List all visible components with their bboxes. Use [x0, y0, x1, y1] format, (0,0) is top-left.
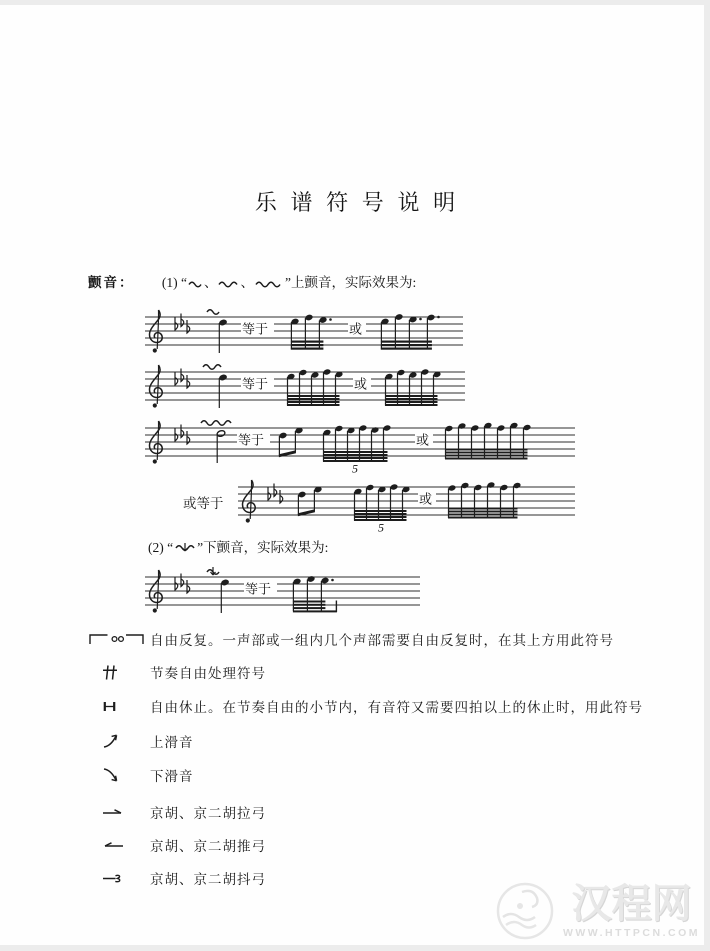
trill-mark-icon: [201, 421, 231, 426]
watermark-site-url: WWW.HTTPCN.COM: [562, 926, 700, 939]
legend-row-push-bow: [88, 835, 266, 855]
legend-row-free-rhythm: [88, 662, 266, 682]
legend-row-free-rest: [88, 696, 643, 716]
beamed-note-group: [293, 575, 337, 612]
watermark: [493, 879, 700, 943]
beamed-note-group: [291, 314, 332, 350]
watermark-site-name: 汉程网: [571, 881, 692, 926]
shake-bow-icon: [88, 871, 150, 885]
free-rest-icon: [88, 701, 150, 712]
trill-section-label: 颤音：: [88, 275, 135, 290]
trill-wave-long-icon: [255, 276, 284, 292]
legend-text: 下滑音: [150, 769, 194, 784]
trill-wave-short-icon: [188, 276, 203, 292]
tuplet-number: 5: [352, 461, 358, 474]
trill-item1-suffix: ”上颤音，实际效果为:: [284, 275, 417, 290]
legend-text: 自由休止。在节奏自由的小节内，有音符又需要四拍以上的休止时，用此符号: [150, 700, 643, 715]
legend-text: 京胡、京二胡抖弓: [150, 872, 266, 887]
staff-upper-trill-4: [238, 477, 575, 533]
trill-intro-line-1: [88, 271, 416, 292]
slide-down-icon: [88, 766, 150, 784]
page-title: 乐谱符号说明: [254, 190, 469, 215]
trill-wave-medium-icon: [218, 276, 239, 292]
tuplet-number: 5: [378, 520, 384, 533]
staff-lower-trill: [145, 567, 420, 623]
slide-up-icon: [88, 732, 150, 750]
trill-item2-prefix: (2) “: [148, 540, 174, 555]
key-signature-flats: [175, 574, 190, 594]
legend-text: 上滑音: [150, 735, 194, 750]
watermark-logo-icon: [493, 879, 557, 943]
key-signature-flats: [268, 484, 283, 504]
legend-text: 京胡、京二胡推弓: [150, 839, 266, 854]
staff-upper-trill-2: [145, 362, 465, 414]
scan-edge-top: [0, 0, 710, 5]
or-label: 或: [416, 432, 430, 448]
pull-bow-icon: [88, 806, 150, 818]
legend-row-pull-bow: [88, 802, 266, 822]
or-label: 或: [354, 376, 368, 392]
trill-item2-suffix: ”下颤音，实际效果为:: [197, 540, 329, 555]
trill-item1-prefix: (1) “: [161, 275, 187, 290]
equals-label: 等于: [242, 321, 269, 337]
trill-item1-sep2: 、: [240, 275, 254, 290]
or-label: 或: [349, 321, 363, 337]
scan-edge-bottom: [0, 945, 710, 951]
trill-mark-icon: [207, 310, 219, 315]
free-rhythm-icon: [88, 664, 150, 681]
scan-edge-right: [704, 0, 710, 951]
key-signature-flats: [175, 314, 190, 334]
equals-label: 等于: [245, 581, 272, 597]
legend-row-slide-up: [88, 731, 194, 751]
legend-row-shake-bow: [88, 868, 266, 888]
staff-upper-trill-3: [145, 418, 575, 474]
legend-text: 自由反复。一声部或一组内几个声部需要自由反复时，在其上方用此符号: [150, 633, 614, 648]
free-repeat-icon: [88, 631, 150, 647]
push-bow-icon: [88, 839, 150, 851]
legend-row-free-repeat: [88, 629, 614, 649]
key-signature-flats: [175, 369, 190, 389]
legend-text: 京胡、京二胡拉弓: [150, 806, 266, 821]
trill-item1-sep1: 、: [203, 275, 218, 290]
staff-upper-trill-1: [145, 307, 463, 359]
lower-trill-wave-icon: [174, 541, 196, 557]
lower-trill-mark-icon: [207, 567, 219, 575]
key-signature-flats: [175, 425, 190, 445]
legend-row-slide-down: [88, 765, 194, 785]
or-label: 或: [419, 491, 433, 507]
trill-mark-icon: [203, 365, 221, 370]
legend-text: 节奏自由处理符号: [150, 666, 266, 681]
staff-lines: [145, 577, 420, 605]
equals-label: 等于: [238, 432, 265, 448]
trill-intro-line-2: [148, 536, 328, 557]
equals-label: 等于: [242, 376, 269, 392]
or-equals-label: 或等于: [183, 496, 224, 511]
watermark-text: [562, 881, 700, 939]
